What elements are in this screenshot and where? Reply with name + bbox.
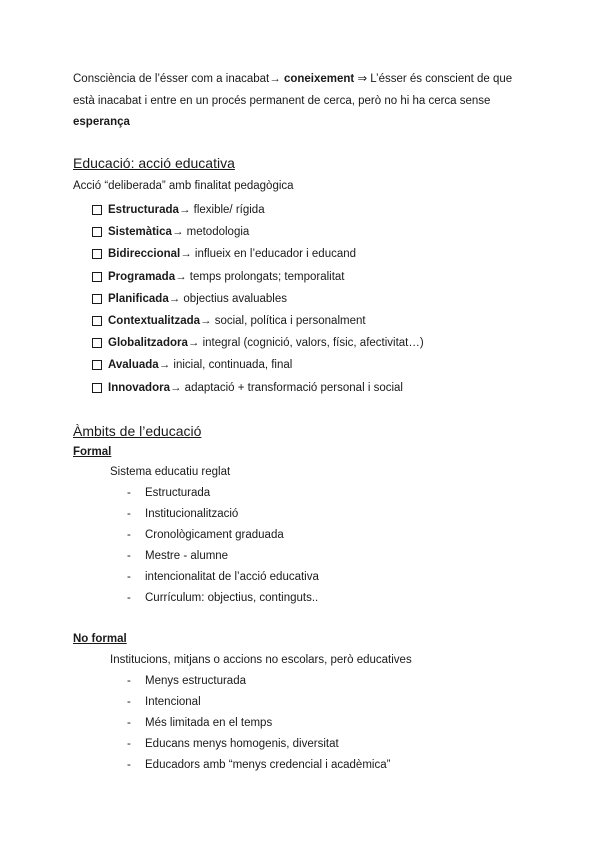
list-item [127,587,319,608]
list-item-text: Cronològicament graduada [145,529,284,542]
checkbox-icon[interactable] [92,316,102,326]
formal-list [127,483,319,608]
dash-bullet: - [127,529,131,542]
dash-bullet: - [127,591,131,604]
list-item-text: Més limitada en el temps [145,717,273,730]
checklist-term: Bidireccional [108,248,181,261]
formal-description: Sistema educatiu reglat [110,466,231,478]
dash-bullet: - [127,550,131,563]
checklist-desc: → temps prolongats; temporalitat [175,270,345,283]
heading-ambits: Àmbits de l’educació [73,423,202,439]
heading-formal: Formal [73,446,112,458]
dash-bullet: - [127,508,131,521]
dash-bullet: - [127,487,131,500]
dash-bullet: - [127,571,131,583]
checkbox-icon[interactable] [92,227,102,237]
subtitle-educacio: Acció “deliberada” amb finalitat pedagògica [73,180,294,192]
checklist-term: Contextualitzada [108,315,201,328]
heading-noformal: No formal [73,633,127,645]
checkbox-icon[interactable] [92,383,102,393]
list-item-text: intencionalitat de l’acció educativa [145,571,319,583]
checklist-term: Innovadora [108,381,170,394]
checklist-item [92,310,424,332]
intro-text-2: ⇒ L’ésser és conscient de que està inacabat i entre en un procés permanent de cerca, però no hi ha cerca sense [73,73,513,107]
checklist-item [92,332,424,354]
educacio-checklist [92,199,424,399]
list-item-text: Estructurada [145,487,211,500]
checklist-item [92,221,424,243]
list-item-text: Menys estructurada [145,675,246,688]
list-item [127,734,390,755]
checklist-term: Programada [108,270,176,283]
checkbox-icon[interactable] [92,205,102,215]
checkbox-icon[interactable] [92,294,102,304]
dash-bullet: - [127,696,131,709]
checklist-desc: → adaptació + transformació personal i social [169,381,403,394]
checkbox-icon[interactable] [92,338,102,348]
dash-bullet: - [127,675,131,688]
list-item-text: Intencional [145,696,201,709]
checklist-desc: → flexible/ rígida [178,204,265,217]
noformal-list [127,671,390,775]
noformal-description: Institucions, mitjans o accions no escolars, però educatives [110,654,412,666]
checklist-term: Estructurada [108,204,179,217]
checklist-desc: → social, política i personalment [200,315,366,328]
checklist-desc: → inicial, continuada, final [158,359,293,372]
list-item-text: Educadors amb “menys credencial i acadèmica” [145,759,391,771]
checklist-item [92,354,424,376]
intro-bold-esperanca: esperança [73,116,130,128]
checklist-term: Avaluada [108,359,159,372]
dash-bullet: - [127,717,131,730]
checklist-desc: → metodologia [171,226,250,239]
intro-text-1: Consciència de l’ésser com a inacabat→ [73,73,284,85]
checklist-item [92,288,424,310]
checklist-item [92,199,424,221]
list-item [127,755,390,776]
list-item [127,692,390,713]
list-item [127,483,319,504]
checklist-desc: → influeix en l’educador i educand [180,248,357,261]
intro-bold-coneixement: coneixement [283,73,355,85]
dash-bullet: - [127,759,131,771]
checkbox-icon[interactable] [92,272,102,282]
list-item [127,567,319,588]
list-item [127,525,319,546]
list-item-text: Mestre - alumne [145,550,229,563]
checklist-term: Globalitzadora [108,337,188,350]
list-item-text: Currículum: objectius, continguts.. [145,591,319,604]
list-item [127,504,319,525]
list-item [127,713,390,734]
checklist-term: Planificada [108,292,169,305]
checkbox-icon[interactable] [92,249,102,259]
checklist-item [92,266,424,288]
intro-paragraph [73,69,533,134]
checklist-desc: → objectius avaluables [168,292,287,305]
list-item-text: Educans menys homogenis, diversitat [145,738,339,751]
checklist-item [92,243,424,265]
checklist-term: Sistemàtica [108,226,172,239]
checklist-item [92,377,424,399]
heading-educacio: Educació: acció educativa [73,155,235,171]
checklist-desc: → integral (cognició, valors, físic, afectivitat…) [187,337,424,350]
list-item [127,671,390,692]
dash-bullet: - [127,738,131,751]
list-item-text: Institucionalització [145,508,239,521]
checkbox-icon[interactable] [92,360,102,370]
list-item [127,546,319,567]
